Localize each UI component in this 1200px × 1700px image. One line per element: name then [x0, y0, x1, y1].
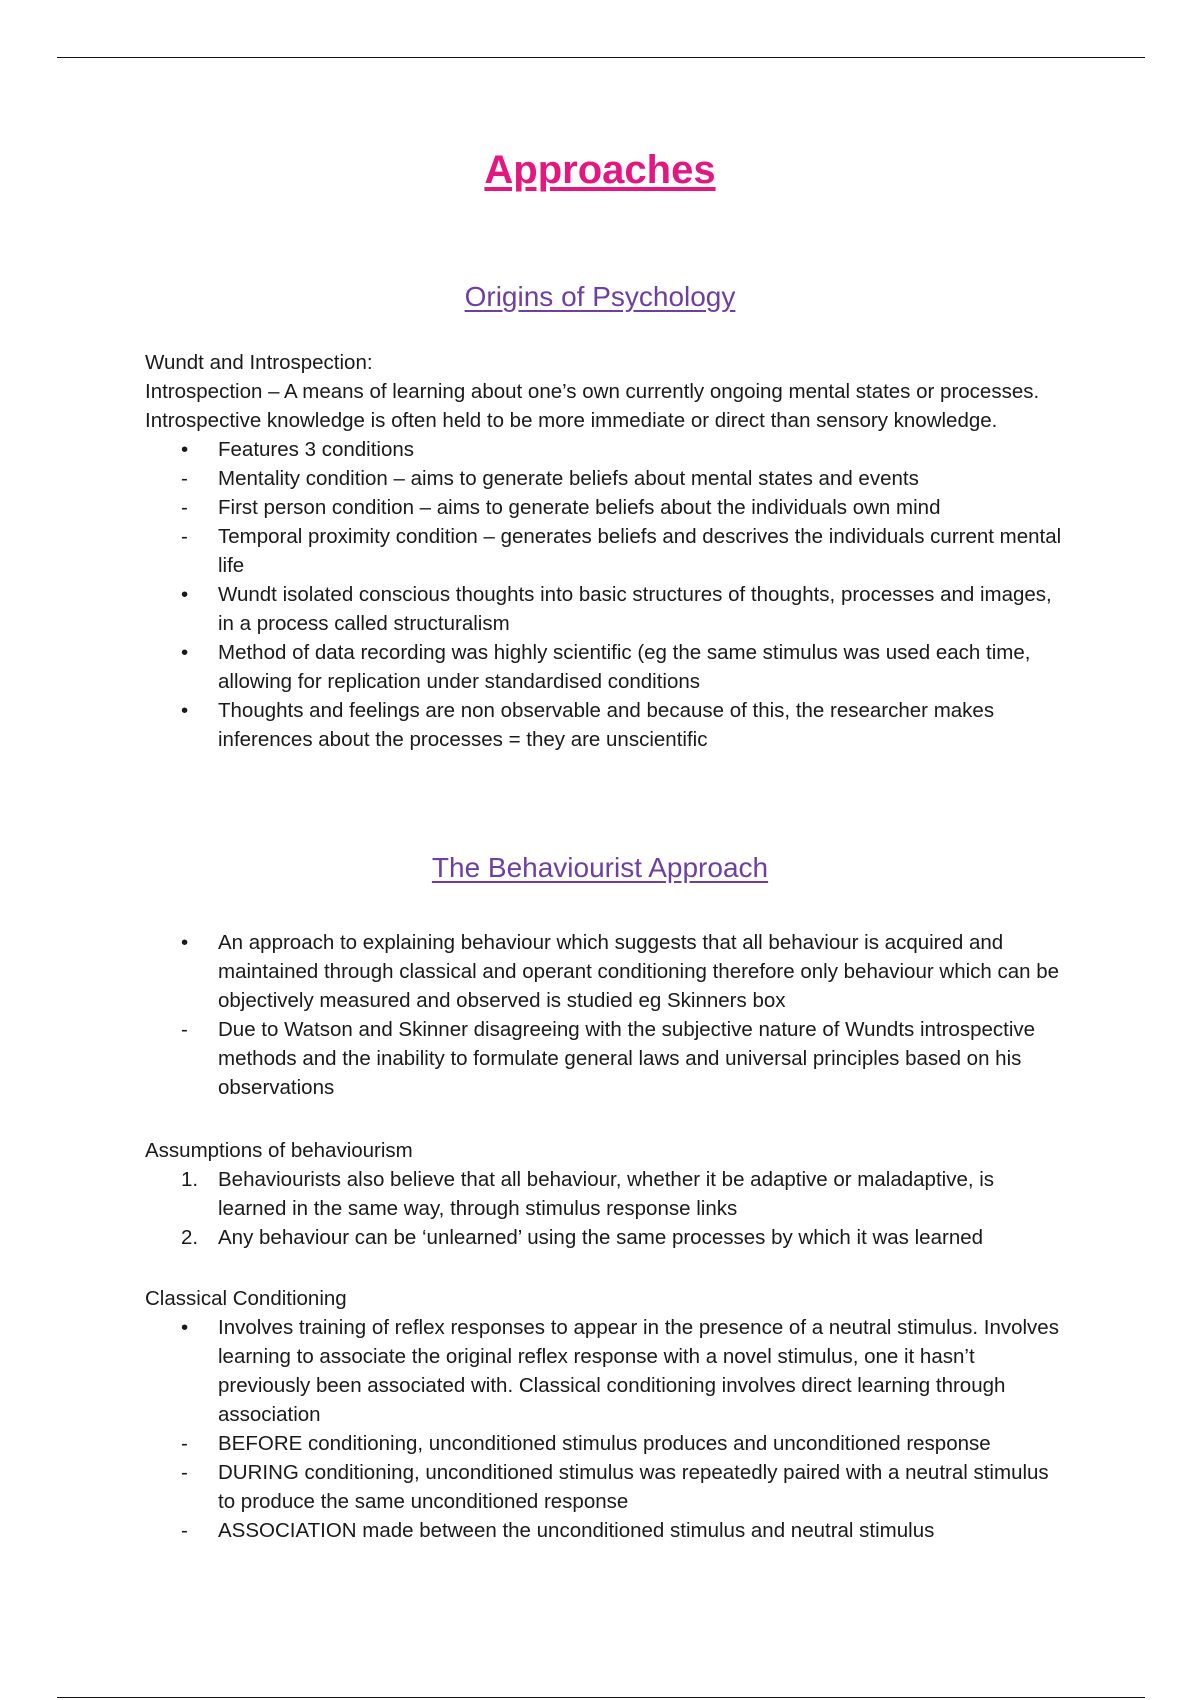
document-title: Approaches [484, 148, 716, 192]
list-marker: • [181, 699, 189, 722]
behaviourist-list [145, 928, 1065, 1102]
origins-content [145, 348, 1065, 754]
list-item-text: An approach to explaining behaviour which suggests that all behaviour is acquired and maintained through classical and operant conditioning therefore only behaviour which can be objectively measured and observed is studied eg Skinners box [218, 931, 1060, 1012]
list-marker: • [181, 931, 189, 954]
list-marker: • [181, 438, 189, 461]
list-marker: - [181, 1519, 188, 1542]
list-marker: - [181, 496, 188, 519]
list-marker: • [181, 583, 189, 606]
list-item-text: Temporal proximity condition – generates beliefs and descrives the individuals current mental life [218, 525, 1062, 577]
list-item-text: Mentality condition – aims to generate beliefs about mental states and events [218, 467, 919, 490]
list-item [145, 435, 1065, 464]
list-item [145, 1223, 1065, 1252]
list-item-text: DURING conditioning, unconditioned stimulus was repeatedly paired with a neutral stimulus to produce the same unconditioned response [218, 1461, 1049, 1513]
list-marker: • [181, 1316, 189, 1339]
list-item [145, 580, 1065, 638]
list-item-text: Behaviourists also believe that all behaviour, whether it be adaptive or maladaptive, is learned in the same way, through stimulus response links [218, 1168, 995, 1220]
list-item [145, 1429, 1065, 1458]
assumptions-list [145, 1165, 1065, 1252]
list-item-text: Due to Watson and Skinner disagreeing with the subjective nature of Wundts introspective methods and the inability to formulate general laws and universal principles based on his observations [218, 1018, 1036, 1099]
subheading-classical: Classical Conditioning [145, 1287, 347, 1310]
list-item-text: Any behaviour can be ‘unlearned’ using the same processes by which it was learned [218, 1226, 984, 1249]
list-item-text: BEFORE conditioning, unconditioned stimulus produces and unconditioned response [218, 1432, 991, 1455]
list-item [145, 1313, 1065, 1429]
classical-block [145, 1284, 1065, 1545]
assumptions-block [145, 1136, 1065, 1252]
list-item [145, 638, 1065, 696]
subheading-assumptions: Assumptions of behaviourism [145, 1139, 413, 1162]
list-item-text: Method of data recording was highly scientific (eg the same stimulus was used each time, allowing for replication under standardised conditions [218, 641, 1031, 693]
list-marker: 2. [181, 1226, 199, 1249]
list-item [145, 1458, 1065, 1516]
list-marker: - [181, 525, 188, 548]
list-item [145, 464, 1065, 493]
top-rule [57, 57, 1145, 58]
subheading-wundt: Wundt and Introspection: [145, 351, 373, 374]
list-item-text: ASSOCIATION made between the unconditioned stimulus and neutral stimulus [218, 1519, 935, 1542]
intro-paragraph: Introspection – A means of learning about one’s own currently ongoing mental states or processes. Introspective knowledge is often held to be more immediate or direct than sensory knowledge. [145, 380, 1040, 432]
classical-list [145, 1313, 1065, 1545]
behaviourist-intro [145, 928, 1065, 1102]
list-item-text: Thoughts and feelings are non observable and because of this, the researcher makes inferences about the processes = they are unscientific [218, 699, 995, 751]
list-item [145, 493, 1065, 522]
list-item-text: First person condition – aims to generate beliefs about the individuals own mind [218, 496, 941, 519]
bottom-rule [57, 1697, 1145, 1698]
list-marker: - [181, 1461, 188, 1484]
section-heading-behaviourist: The Behaviourist Approach [431, 852, 769, 883]
list-item-text: Involves training of reflex responses to appear in the presence of a neutral stimulus. Involves learning to associate the original reflex response with a novel stimulus, one it hasn’t previously been associated with. Classical conditioning involves direct learning through association [218, 1316, 1059, 1426]
list-marker: - [181, 1018, 188, 1041]
list-marker: • [181, 641, 189, 664]
list-item [145, 1015, 1065, 1102]
list-item [145, 522, 1065, 580]
list-item [145, 928, 1065, 1015]
list-item [145, 1516, 1065, 1545]
list-marker: 1. [181, 1168, 199, 1191]
list-item-text: Wundt isolated conscious thoughts into basic structures of thoughts, processes and images, in a process called structuralism [218, 583, 1052, 635]
list-item [145, 696, 1065, 754]
list-item [145, 1165, 1065, 1223]
origins-list [145, 435, 1065, 754]
section-heading-origins: Origins of Psychology [464, 281, 736, 312]
list-marker: - [181, 467, 188, 490]
list-item-text: Features 3 conditions [218, 438, 415, 461]
list-marker: - [181, 1432, 188, 1455]
